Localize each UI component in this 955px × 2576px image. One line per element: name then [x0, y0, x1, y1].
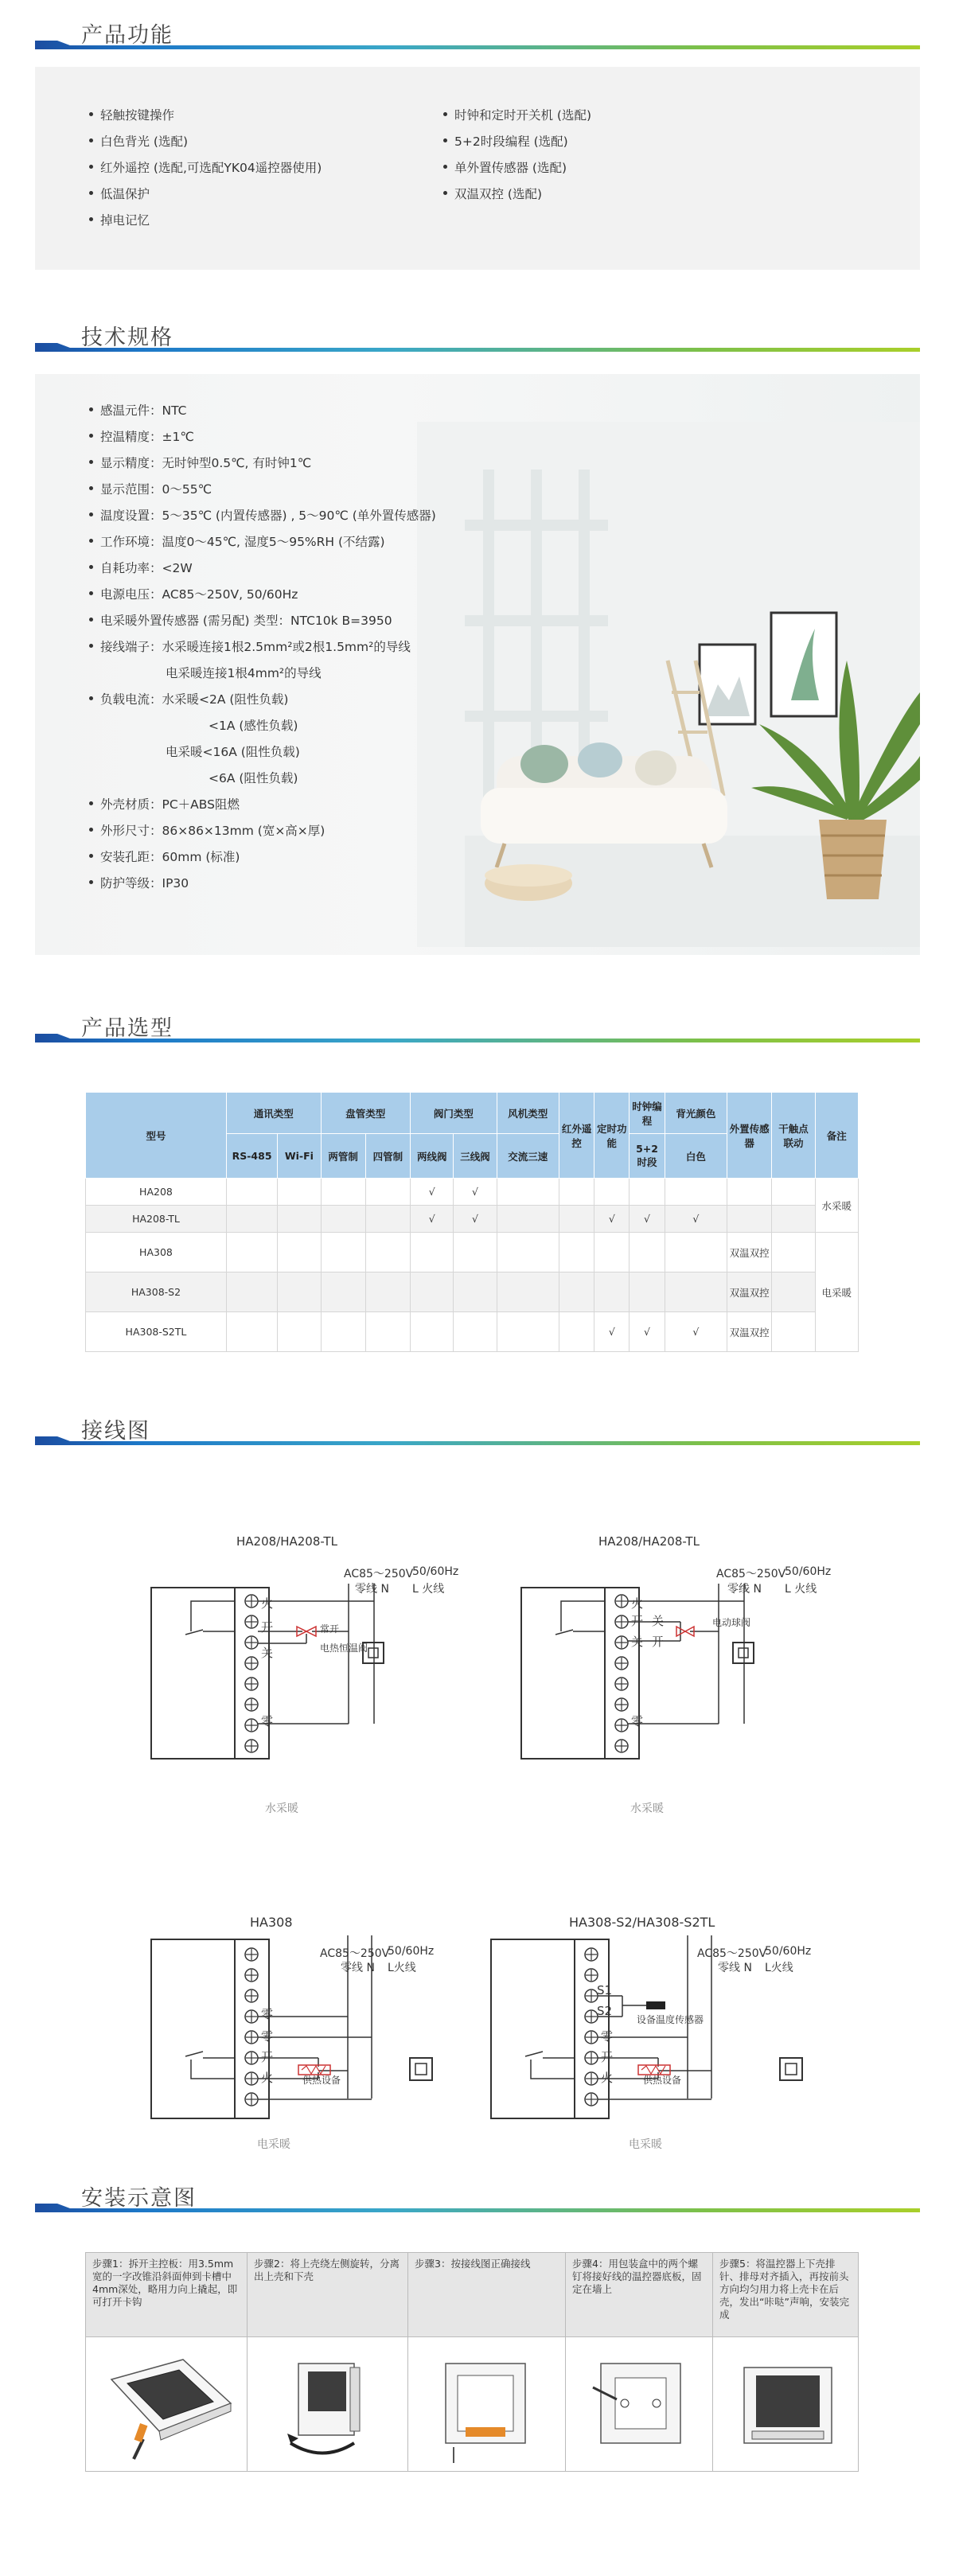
selection-table — [85, 1092, 859, 1352]
th-valve: 阀门类型 — [411, 1093, 497, 1134]
zero-label: 零 — [601, 2029, 614, 2044]
spec-item: 负载电流：水采暖<2A (阻性负载) — [100, 690, 288, 707]
spec-item: 接线端子：水采暖连接1根2.5mm²或2根1.5mm²的导线 — [100, 637, 411, 655]
specs-title: 技术规格 — [81, 325, 173, 350]
feature-item: 白色背光 (选配) — [100, 132, 188, 150]
cell — [727, 1179, 772, 1206]
cell-note: 水采暖 — [815, 1179, 858, 1233]
table-row — [86, 1206, 859, 1233]
selection-title: 产品选型 — [81, 1016, 173, 1041]
live-label: L 火线 — [412, 1583, 445, 1596]
cell — [365, 1179, 410, 1206]
ball-valve-label: 电动球阀 — [712, 1617, 751, 1628]
spec-item: 显示精度：无时钟型0.5℃, 有时钟1℃ — [100, 454, 311, 471]
step-2-illustration — [267, 2348, 394, 2463]
install-step-3: 步骤3：按接线图正确接线 — [408, 2253, 565, 2336]
spec-item: 防护等级：IP30 — [100, 874, 189, 891]
feature-item: 掉电记忆 — [100, 211, 150, 228]
th-rs485: RS-485 — [226, 1134, 277, 1179]
cell — [454, 1272, 497, 1312]
cell — [630, 1179, 665, 1206]
cell: 双温双控 — [727, 1312, 772, 1352]
install-header — [35, 2180, 920, 2212]
cell — [454, 1233, 497, 1272]
table-row — [86, 1312, 859, 1352]
spec-item-cont: <1A (感性负载) — [209, 719, 298, 733]
hz-label: 50/60Hz — [765, 1945, 812, 1958]
cell — [497, 1312, 559, 1352]
th-comm: 通讯类型 — [226, 1093, 321, 1134]
th-timer: 定时功能 — [594, 1093, 630, 1179]
header-bar — [35, 1436, 920, 1445]
cell — [226, 1312, 277, 1352]
cell — [772, 1179, 815, 1206]
feature-item: 双温双控 (选配) — [454, 185, 542, 202]
spec-item: 电采暖外置传感器 (需另配) 类型：NTC10k B=3950 — [100, 611, 392, 629]
zero-label: 零 — [261, 2029, 274, 2044]
cell — [411, 1233, 454, 1272]
features-panel — [35, 67, 920, 270]
living-room-image — [417, 422, 920, 947]
power-label: AC85～250V — [697, 1947, 767, 1960]
live-label: L火线 — [765, 1962, 793, 1974]
install-title: 安装示意图 — [81, 2186, 197, 2211]
cell — [411, 1312, 454, 1352]
cell — [594, 1272, 630, 1312]
wiring-diagram-3 — [147, 1935, 466, 2126]
cell-model: HA208 — [86, 1179, 227, 1206]
spec-item: 安装孔距：60mm (标准) — [100, 848, 240, 865]
wiring-diagram-1 — [147, 1584, 466, 1767]
spec-item: 控温精度：±1℃ — [100, 427, 194, 445]
th-two-pipe: 两管制 — [321, 1134, 365, 1179]
cell — [278, 1233, 321, 1272]
cell — [772, 1233, 815, 1272]
th-fan-speed: 交流三速 — [497, 1134, 559, 1179]
cell — [278, 1206, 321, 1233]
open-label: 开 — [601, 2050, 614, 2064]
install-step-5: 步骤5：将温控器上下壳排针、排母对齐插入，再按前头方向均匀用力将上壳卡在后壳，发出“咔哒”声响，安装完成 — [713, 2253, 858, 2336]
cell — [226, 1179, 277, 1206]
close-label: 关 — [261, 1646, 274, 1660]
zero-label: 零 — [631, 1714, 644, 1728]
th-clock: 时钟编程 — [630, 1093, 665, 1134]
th-ir: 红外遥控 — [559, 1093, 594, 1179]
caption-water: 水采暖 — [630, 1802, 664, 1815]
feature-item: 时钟和定时开关机 (选配) — [454, 106, 591, 123]
caption-water: 水采暖 — [265, 1802, 298, 1815]
cell-model: HA208-TL — [86, 1206, 227, 1233]
spec-item: 温度设置：5～35℃ (内置传感器) , 5～90℃ (单外置传感器) — [100, 506, 436, 524]
cell — [559, 1179, 594, 1206]
th-note: 备注 — [815, 1093, 858, 1179]
cell — [365, 1312, 410, 1352]
cell — [497, 1272, 559, 1312]
table-row — [86, 1272, 859, 1312]
neutral-label: 零线 N — [355, 1583, 389, 1596]
cell — [454, 1312, 497, 1352]
caption-elec: 电采暖 — [629, 2138, 662, 2151]
zero-label: 零 — [261, 1714, 274, 1728]
feature-item: 轻触按键操作 — [100, 106, 174, 123]
cell — [772, 1206, 815, 1233]
selection-header — [35, 1011, 920, 1042]
cell — [594, 1179, 630, 1206]
th-two-wire: 两线阀 — [411, 1134, 454, 1179]
cell: 双温双控 — [727, 1233, 772, 1272]
feature-item: 单外置传感器 (选配) — [454, 158, 567, 176]
specs-header — [35, 320, 920, 352]
cell: 双温双控 — [727, 1272, 772, 1312]
cell — [321, 1312, 365, 1352]
cell: √ — [594, 1206, 630, 1233]
valve-label: 电热恒温阀 — [320, 1643, 368, 1654]
install-step-4: 步骤4：用包装盒中的两个螺钉将接好线的温控器底板，固定在墙上 — [566, 2253, 712, 2336]
cell — [278, 1312, 321, 1352]
power-label: AC85～250V — [344, 1568, 414, 1580]
cell: √ — [411, 1206, 454, 1233]
feature-item: 红外遥控 (选配,可选配YK04遥控器使用) — [100, 158, 322, 176]
cell: √ — [594, 1312, 630, 1352]
cell — [226, 1206, 277, 1233]
cell-note: 电采暖 — [815, 1233, 858, 1352]
cell: √ — [630, 1206, 665, 1233]
cell — [321, 1179, 365, 1206]
th-model: 型号 — [86, 1093, 227, 1179]
power-label: AC85～250V — [716, 1568, 786, 1580]
cell — [665, 1272, 727, 1312]
cell — [365, 1233, 410, 1272]
cell — [727, 1206, 772, 1233]
cell — [226, 1272, 277, 1312]
wiring-diagram-2 — [517, 1584, 836, 1767]
cell — [630, 1272, 665, 1312]
caption-elec: 电采暖 — [257, 2138, 290, 2151]
th-back: 背光颜色 — [665, 1093, 727, 1134]
table-row — [86, 1179, 859, 1206]
th-wifi: Wi-Fi — [278, 1134, 321, 1179]
hz-label: 50/60Hz — [388, 1945, 435, 1958]
spec-item-cont: 电采暖连接1根4mm²的导线 — [166, 666, 322, 680]
specs-panel — [35, 374, 920, 955]
spec-item: 工作环境：温度0～45℃, 湿度5～95%RH (不结露) — [100, 532, 385, 550]
step-3-illustration — [430, 2348, 549, 2463]
cell — [772, 1272, 815, 1312]
cell — [772, 1312, 815, 1352]
th-white: 白色 — [665, 1134, 727, 1179]
th-pipe: 盘管类型 — [321, 1093, 411, 1134]
fire-label: 火 — [261, 2071, 274, 2085]
live-label: L 火线 — [785, 1583, 817, 1596]
features-header — [35, 18, 920, 49]
feature-item: 低温保护 — [100, 185, 150, 202]
divider — [85, 2336, 859, 2337]
fire-label: 火 — [601, 2071, 614, 2085]
cell — [497, 1179, 559, 1206]
spec-item-cont: <6A (阻性负载) — [209, 771, 298, 785]
sensor-label: 设备温度传感器 — [637, 2014, 704, 2025]
close-label: 关 — [631, 1635, 644, 1649]
cell — [321, 1233, 365, 1272]
close-label: 关 — [652, 1614, 665, 1628]
heating-device-label: 供热设备 — [302, 2075, 341, 2086]
live-label: L火线 — [388, 1962, 416, 1974]
cell: √ — [454, 1206, 497, 1233]
s1-label: S1 — [597, 1983, 613, 1997]
install-step-2: 步骤2：将上壳绕左侧旋转，分离出上壳和下壳 — [248, 2253, 407, 2336]
cell — [559, 1233, 594, 1272]
cell — [559, 1272, 594, 1312]
fire-label: 火 — [261, 1596, 274, 1611]
step-1-illustration — [96, 2348, 239, 2463]
cell — [630, 1233, 665, 1272]
cell: √ — [411, 1179, 454, 1206]
spec-item: 感温元件：NTC — [100, 401, 186, 419]
wiring-title: 接线图 — [81, 1419, 150, 1444]
step-5-illustration — [728, 2348, 848, 2463]
feature-item: 5+2时段编程 (选配) — [454, 132, 568, 150]
cell — [594, 1233, 630, 1272]
cell: √ — [665, 1206, 727, 1233]
normally-open-label: 常开 — [320, 1623, 340, 1635]
spec-item: 自耗功率：<2W — [100, 559, 193, 576]
neutral-label: 零线 N — [341, 1962, 375, 1974]
cell — [665, 1179, 727, 1206]
table-row — [86, 1233, 859, 1272]
cell-model: HA308 — [86, 1233, 227, 1272]
th-four-pipe: 四管制 — [365, 1134, 410, 1179]
s2-label: S2 — [597, 2004, 613, 2018]
diagram-title: HA308 — [250, 1915, 293, 1930]
hz-label: 50/60Hz — [785, 1565, 832, 1578]
spec-item: 外壳材质：PC＋ABS阻燃 — [100, 795, 240, 813]
cell — [278, 1272, 321, 1312]
spec-item: 显示范围：0～55℃ — [100, 480, 212, 497]
heating-device-label: 供热设备 — [643, 2075, 682, 2086]
power-label: AC85～250V — [320, 1947, 390, 1960]
cell — [226, 1233, 277, 1272]
th-fan: 风机类型 — [497, 1093, 559, 1134]
cell — [365, 1272, 410, 1312]
install-step-1: 步骤1：拆开主控板：用3.5mm宽的一字改锥沿斜面伸到卡槽中4mm深处，略用力向上撬起，即可打开卡钩 — [86, 2253, 247, 2336]
open-label: 开 — [261, 1620, 274, 1635]
cell — [559, 1206, 594, 1233]
cell — [321, 1272, 365, 1312]
open-label: 开 — [652, 1635, 665, 1649]
cell-model: HA308-S2 — [86, 1272, 227, 1312]
wiring-diagram-4 — [487, 1935, 837, 2126]
cell — [497, 1233, 559, 1272]
neutral-label: 零线 N — [718, 1962, 752, 1974]
diagram-title: HA308-S2/HA308-S2TL — [569, 1915, 715, 1930]
hz-label: 50/60Hz — [412, 1565, 459, 1578]
features-title: 产品功能 — [81, 23, 173, 48]
cell — [365, 1206, 410, 1233]
open-label: 开 — [631, 1614, 644, 1628]
fire-label: 火 — [631, 1596, 644, 1611]
wiring-header — [35, 1413, 920, 1445]
cell: √ — [454, 1179, 497, 1206]
cell — [278, 1179, 321, 1206]
cell — [321, 1206, 365, 1233]
spec-item: 外形尺寸：86×86×13mm (宽×高×厚) — [100, 821, 325, 839]
cell — [497, 1206, 559, 1233]
th-dry: 干触点联动 — [772, 1093, 815, 1179]
cell-model: HA308-S2TL — [86, 1312, 227, 1352]
spec-item-cont: 电采暖<16A (阻性负载) — [166, 745, 300, 759]
step-4-illustration — [585, 2348, 704, 2463]
th-52: 5+2时段 — [630, 1134, 665, 1179]
cell — [665, 1233, 727, 1272]
zero-label: 零 — [261, 2007, 274, 2021]
diagram-title: HA208/HA208-TL — [236, 1534, 337, 1549]
th-three-wire: 三线阀 — [454, 1134, 497, 1179]
cell: √ — [630, 1312, 665, 1352]
th-ext: 外置传感器 — [727, 1093, 772, 1179]
cell — [559, 1312, 594, 1352]
cell: √ — [665, 1312, 727, 1352]
neutral-label: 零线 N — [727, 1583, 762, 1596]
cell — [411, 1272, 454, 1312]
open-label: 开 — [261, 2050, 274, 2064]
spec-item: 电源电压：AC85～250V, 50/60Hz — [100, 585, 298, 602]
diagram-title: HA208/HA208-TL — [598, 1534, 700, 1549]
